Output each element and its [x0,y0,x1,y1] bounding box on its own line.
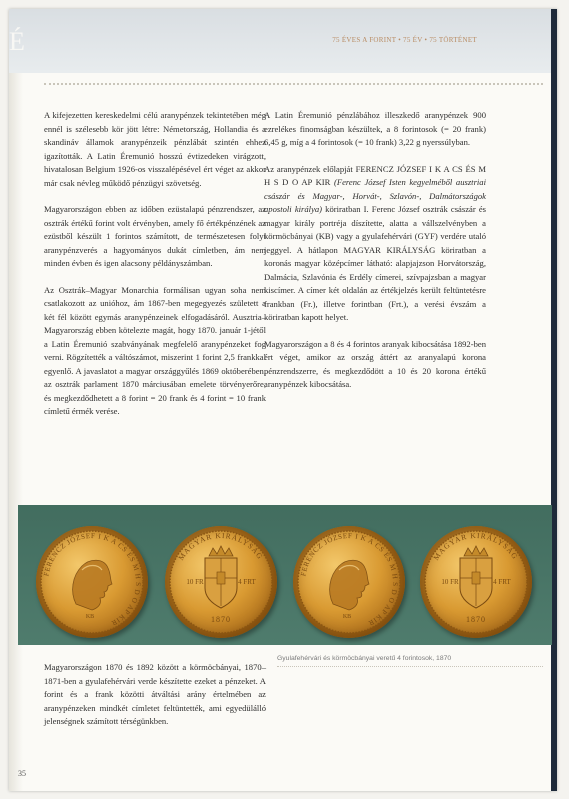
coin-year: 1870 [211,615,231,624]
coin-obverse [293,526,405,638]
mint-mark: KB [85,614,95,620]
legend-translation: (Ferenc József Isten kegyelméből ausztriai császár és Magyar-, Horvát-, Szlavón-, Dalmátországok apostoli királya) [264,177,486,214]
coin-legend: FERENCZ JÓZSEF I K A CS ÉS M H S D O AP KIR [42,531,143,628]
header-dotted-rule [44,83,543,85]
coins-photo [18,505,552,645]
coin-value-right: 4 FRT [238,578,256,586]
paragraph-text: köriratban I. Ferenc József osztrák császár és magyar király portréja díszítette, alatta a vállszelvényben a körmöcbányai (KB) vagy a gyulafehérvári (GYF) verdére utaló jeggyel. A hátlapon MAGYAR KIRÁLYSÁG köriratban a koronás magyar középcímer látható: alapjajzson Horvátország, Dalmácia, Szlavónia és Erdély címerei, szívpajzsban a magyar kiscímer. A címer két oldalán az értékjelzés került feltüntetésre frankban (Fr.), illetve forintban (Frt.), a verési évszám a köriratban kapott helyet. [264,204,486,322]
coin-value-left: 10 FR [186,578,204,586]
coin-legend: FERENCZ JÓZSEF I K A CS ÉS M H S D O AP KIR [299,531,400,628]
paragraph: Magyarországon a 8 és 4 forintos aranyak kibocsátása 1892-ben ért véget, amikor az ország áttért az aranyalapú korona pénzrendszerre, és megkezdődött a 10 és 20 korona értékű aranypénzek kibocsátása. [264,338,486,389]
bottom-text-column [44,661,266,742]
paragraph [264,163,486,325]
coin-value-right: 4 FRT [493,578,511,586]
paragraph: A Latin Éremunió pénzlábához illeszkedő aranypénzek 900 ezrelékes finomságban készültek, a 8 forintosok (= 20 frank) 6,45 g, míg a 4 forintosok (= 10 frank) 3,22 g nyerssúlyban. [264,110,486,147]
coin-year: 1870 [466,615,486,624]
caption-dotted-rule [277,666,543,667]
coin-obverse [36,526,148,638]
header-edge-letter: É [9,27,25,56]
running-head: 75 ÉVES A FORINT • 75 ÉV • 75 TÖRTÉNET [332,36,477,44]
left-text-column [44,109,266,432]
coin-reverse [165,526,277,638]
paragraph: Magyarországon ebben az időben ezüstalapú pénzrendszer, az osztrák értékű forint volt érvényben, amely fő értékpénzének az ezüstből készült 1 forintos számított, de természetesen folyt aranypénzverés a hagyományos dukát címletben, ám nem minden évben és igen alacsony példányszámban. [44,204,266,268]
photo-caption: Gyulafehérvári és körmöcbányai veretű 4 forintosok, 1870 [277,655,452,662]
book-page [9,9,557,791]
paragraph: A kifejezetten kereskedelmi célú aranypénzek tekintetében még ennél is szélesebb kör jött létre: Németország, Hollandia és a skandináv államok aranypénzeik pénzlábát szintén ehhez igazították. A Latin Éremunió hosszú évtizedeken virágzott, hivatalosan Belgium 1926-os visszalépésével ért véget az akkor már csak névleg működő pénzügyi szövetség. [44,110,266,188]
right-text-column [264,109,486,405]
page-edge-bar [551,9,557,791]
header-band [9,9,557,73]
coin-reverse [420,526,532,638]
page-number: 35 [18,769,26,778]
coin-legend: MAGYAR KIRÁLYSÁG [431,530,521,562]
coin-legend: MAGYAR KIRÁLYSÁG [176,530,266,562]
paragraph: Magyarországon 1870 és 1892 között a körmöcbányai, 1870–1871-ben a gyulafehérvári verde készítette ezeket a pénzeket. A forint és a frank közötti átváltási arány értelmében az aranypénzeken mindkét címletet feltüntették, ami egyedülálló jelenségnek számított térségünkben. [44,662,266,726]
coin-value-left: 10 FR [441,578,459,586]
mint-mark: KB [342,614,352,620]
paragraph: Az Osztrák–Magyar Monarchia formálisan ugyan soha nem csatlakozott az unióhoz, ám 1867-ben megegyezés született a két fél között egymás aranypénzeinek elfogadásáról. Ausztria–Magyarország ebben kötelezte magát, hogy 1870. január 1-jétől a Latin Éremunió szabványának megfelelő aranypénzeket fog verni. Rögzítették a váltószámot, miszerint 1 forint 2,5 frankkal egyenlő. A javaslatot a magyar országgyűlés 1869 októberében, az osztrák parlament 1870 márciusában emelete törvényerőre, és megkezdődhetett a 8 forint = 20 frank és 4 forint = 10 frank címletű érmék verése. [44,284,266,416]
paragraph-text: Az aranypénzek előlapját FERENCZ JÓZSEF I K A CS ÉS M H S D O AP KIR [264,163,486,187]
page-gutter-shadow [9,9,23,791]
